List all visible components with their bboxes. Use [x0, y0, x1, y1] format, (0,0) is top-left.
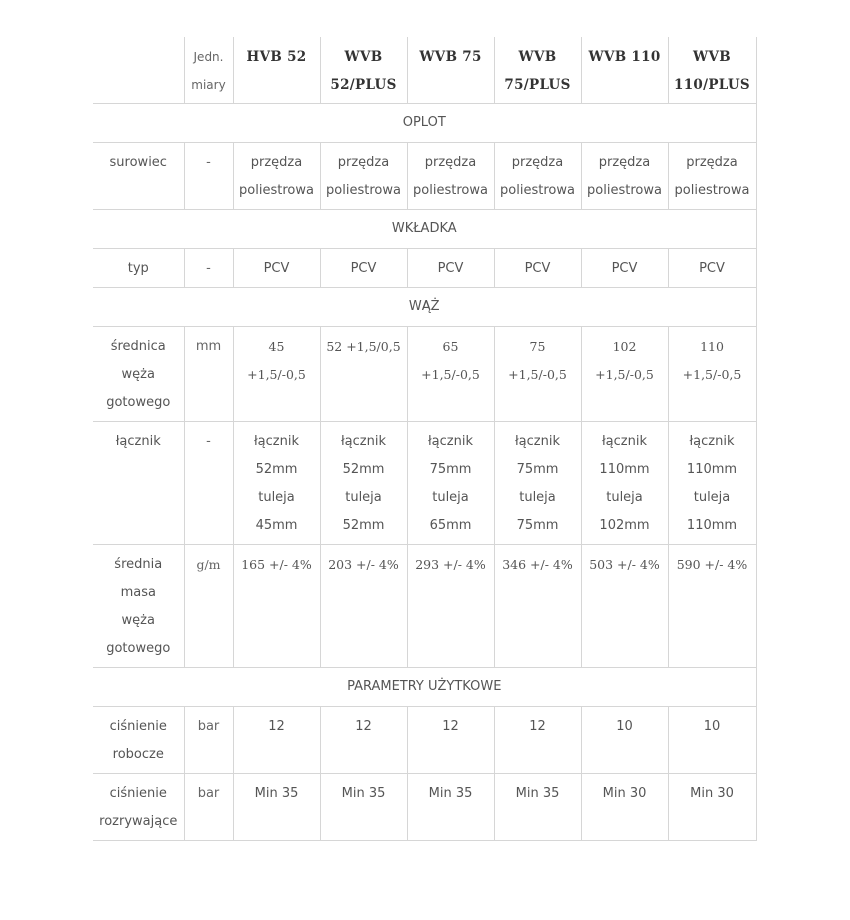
row-lacznik	[93, 422, 756, 545]
cell-line: przędza	[337, 155, 390, 170]
label-line: gotowego	[106, 395, 171, 410]
cell-line: przędza	[511, 155, 564, 170]
label-line: średnica	[110, 339, 166, 354]
cell-line: +1,5/-0,5	[421, 367, 480, 382]
cell-cisnienie-robocze-2: 12	[407, 707, 494, 774]
header-unit-cell	[184, 37, 233, 104]
section-row-parametry	[93, 668, 756, 707]
cell-cisnienie-robocze-3: 12	[494, 707, 581, 774]
label-line: gotowego	[106, 641, 171, 656]
cell-line: tuleja	[432, 490, 469, 505]
row-label-surowiec: surowiec	[93, 143, 184, 210]
row-cisnienie-robocze	[93, 707, 756, 774]
row-label-typ: typ	[93, 249, 184, 288]
label-line: średnia	[114, 557, 163, 572]
cell-cisnienie-robocze-4: 10	[581, 707, 668, 774]
cell-line: 45mm	[255, 518, 298, 533]
cell-lacznik-4	[581, 422, 668, 545]
header-model-wvb75	[407, 37, 494, 104]
row-unit-srednica: mm	[184, 327, 233, 422]
row-unit-masa: g/m	[184, 545, 233, 668]
cell-line: 52 +1,5/0,5	[326, 339, 401, 354]
cell-cisnienie-rozrywajace-1: Min 35	[320, 774, 407, 841]
cell-line: 75	[529, 339, 546, 354]
model-line1: WVB	[344, 49, 383, 65]
cell-surowiec-4	[581, 143, 668, 210]
row-label-masa	[93, 545, 184, 668]
cell-line: 110mm	[599, 462, 650, 477]
cell-typ-4: PCV	[581, 249, 668, 288]
cell-line: łącznik	[689, 434, 735, 449]
cell-srednica-3	[494, 327, 581, 422]
row-label-cisnienie-robocze	[93, 707, 184, 774]
cell-line: 102	[612, 339, 637, 354]
cell-line: poliestrowa	[500, 183, 575, 198]
cell-line: +1,5/-0,5	[682, 367, 742, 382]
cell-cisnienie-robocze-5: 10	[668, 707, 756, 774]
cell-masa-0: 165 +/- 4%	[233, 545, 320, 668]
row-unit-surowiec: -	[184, 143, 233, 210]
label-line: ciśnienie	[109, 719, 167, 734]
cell-line: przędza	[424, 155, 477, 170]
cell-line: 52mm	[342, 518, 385, 533]
cell-typ-5: PCV	[668, 249, 756, 288]
model-line2: 110/PLUS	[674, 77, 750, 93]
cell-line: poliestrowa	[413, 183, 488, 198]
cell-line: przędza	[686, 155, 738, 170]
cell-line: +1,5/-0,5	[247, 367, 306, 382]
cell-line: poliestrowa	[326, 183, 401, 198]
cell-line: tuleja	[519, 490, 556, 505]
label-line: rozrywające	[99, 814, 178, 829]
row-unit-cisnienie-robocze: bar	[184, 707, 233, 774]
cell-line: tuleja	[693, 490, 731, 505]
cell-cisnienie-robocze-0: 12	[233, 707, 320, 774]
cell-masa-5: 590 +/- 4%	[668, 545, 756, 668]
label-line: robocze	[112, 747, 164, 762]
model-line2: 75/PLUS	[504, 77, 571, 93]
model-line1: WVB	[693, 49, 731, 65]
model-line1: WVB 110	[588, 49, 661, 65]
cell-masa-2: 293 +/- 4%	[407, 545, 494, 668]
cell-typ-2: PCV	[407, 249, 494, 288]
row-label-srednica	[93, 327, 184, 422]
label-line: ciśnienie	[109, 786, 167, 801]
section-title-waz: WĄŻ	[93, 288, 756, 327]
cell-line: +1,5/-0,5	[508, 367, 567, 382]
header-model-hvb52	[233, 37, 320, 104]
cell-srednica-2	[407, 327, 494, 422]
cell-srednica-4	[581, 327, 668, 422]
cell-cisnienie-rozrywajace-3: Min 35	[494, 774, 581, 841]
cell-surowiec-0	[233, 143, 320, 210]
cell-line: +1,5/-0,5	[595, 367, 654, 382]
section-row-oplot	[93, 104, 756, 143]
row-srednica	[93, 327, 756, 422]
cell-line: 65	[442, 339, 459, 354]
cell-surowiec-3	[494, 143, 581, 210]
cell-cisnienie-rozrywajace-4: Min 30	[581, 774, 668, 841]
section-title-oplot: OPLOT	[93, 104, 756, 143]
row-masa	[93, 545, 756, 668]
cell-cisnienie-rozrywajace-2: Min 35	[407, 774, 494, 841]
cell-lacznik-2	[407, 422, 494, 545]
row-unit-lacznik: -	[184, 422, 233, 545]
cell-typ-1: PCV	[320, 249, 407, 288]
cell-masa-4: 503 +/- 4%	[581, 545, 668, 668]
row-typ	[93, 249, 756, 288]
section-title-parametry: PARAMETRY UŻYTKOWE	[93, 668, 756, 707]
cell-srednica-5	[668, 327, 756, 422]
label-line: węża	[121, 367, 155, 382]
cell-line: łącznik	[427, 434, 473, 449]
header-blank-cell	[93, 37, 184, 104]
cell-surowiec-1	[320, 143, 407, 210]
cell-line: 75mm	[516, 518, 559, 533]
header-model-wvb110plus	[668, 37, 756, 104]
cell-line: 65mm	[429, 518, 472, 533]
cell-cisnienie-rozrywajace-0: Min 35	[233, 774, 320, 841]
section-row-waz	[93, 288, 756, 327]
spec-table-wrapper	[93, 37, 756, 841]
cell-surowiec-2	[407, 143, 494, 210]
header-unit-line1: Jedn.	[193, 50, 224, 64]
model-line2: 52/PLUS	[330, 77, 397, 93]
cell-line: tuleja	[606, 490, 643, 505]
cell-masa-3: 346 +/- 4%	[494, 545, 581, 668]
cell-lacznik-5	[668, 422, 756, 545]
cell-line: tuleja	[258, 490, 295, 505]
cell-line: łącznik	[514, 434, 560, 449]
cell-srednica-1	[320, 327, 407, 422]
cell-line: poliestrowa	[587, 183, 662, 198]
cell-lacznik-0	[233, 422, 320, 545]
row-unit-typ: -	[184, 249, 233, 288]
row-unit-cisnienie-rozrywajace: bar	[184, 774, 233, 841]
cell-line: 52mm	[255, 462, 298, 477]
cell-surowiec-5	[668, 143, 756, 210]
header-model-wvb75plus	[494, 37, 581, 104]
cell-line: 52mm	[342, 462, 385, 477]
section-row-wkladka	[93, 210, 756, 249]
cell-cisnienie-rozrywajace-5: Min 30	[668, 774, 756, 841]
cell-line: 102mm	[599, 518, 650, 533]
cell-line: łącznik	[601, 434, 647, 449]
hose-spec-table	[93, 37, 757, 841]
model-line1: HVB 52	[246, 49, 307, 65]
cell-line: łącznik	[340, 434, 386, 449]
cell-line: 75mm	[429, 462, 472, 477]
cell-srednica-0	[233, 327, 320, 422]
cell-line: 110	[700, 339, 724, 354]
row-label-cisnienie-rozrywajace	[93, 774, 184, 841]
model-line1: WVB 75	[419, 49, 482, 65]
header-model-wvb110	[581, 37, 668, 104]
cell-line: poliestrowa	[674, 183, 750, 198]
cell-masa-1: 203 +/- 4%	[320, 545, 407, 668]
cell-lacznik-1	[320, 422, 407, 545]
row-label-lacznik: łącznik	[93, 422, 184, 545]
label-line: masa	[120, 585, 156, 600]
row-cisnienie-rozrywajace	[93, 774, 756, 841]
header-unit-line2: miary	[191, 78, 226, 92]
cell-line: 110mm	[686, 462, 738, 477]
cell-line: 45	[268, 339, 285, 354]
cell-line: 75mm	[516, 462, 559, 477]
cell-line: tuleja	[345, 490, 382, 505]
header-model-wvb52plus	[320, 37, 407, 104]
cell-typ-0: PCV	[233, 249, 320, 288]
header-row	[93, 37, 756, 104]
row-surowiec	[93, 143, 756, 210]
cell-line: przędza	[250, 155, 303, 170]
cell-line: przędza	[598, 155, 651, 170]
label-line: węża	[121, 613, 155, 628]
section-title-wkladka: WKŁADKA	[93, 210, 756, 249]
cell-typ-3: PCV	[494, 249, 581, 288]
cell-line: 110mm	[686, 518, 738, 533]
cell-line: poliestrowa	[239, 183, 314, 198]
cell-cisnienie-robocze-1: 12	[320, 707, 407, 774]
cell-line: łącznik	[253, 434, 299, 449]
model-line1: WVB	[518, 49, 557, 65]
cell-lacznik-3	[494, 422, 581, 545]
